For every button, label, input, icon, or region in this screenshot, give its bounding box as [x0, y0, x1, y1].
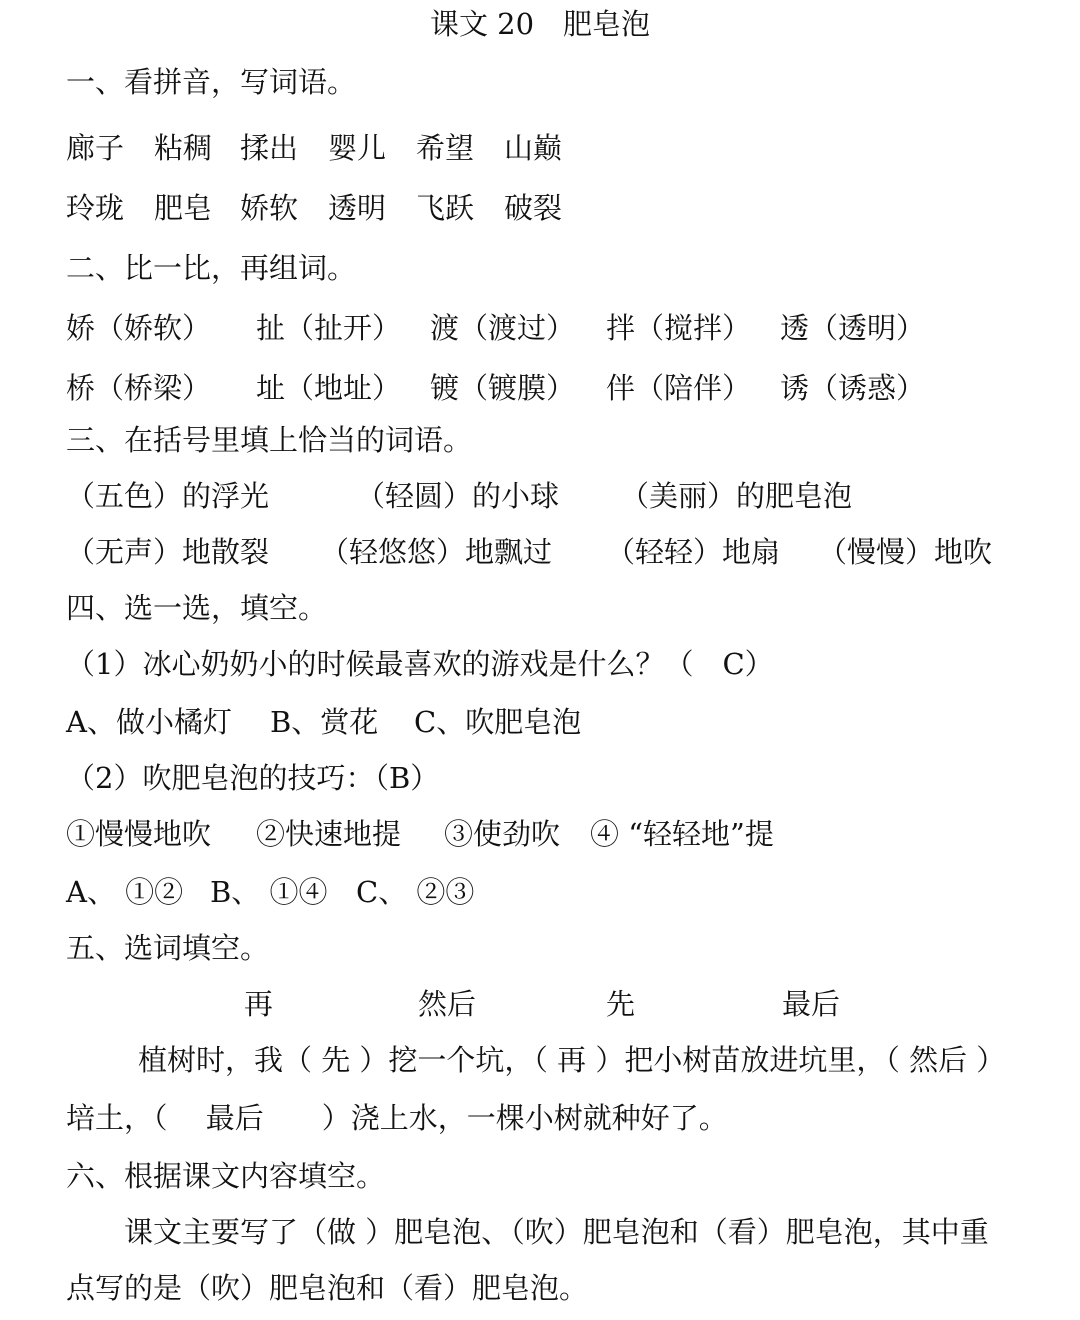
phrase: （轻悠悠）地飘过 [320, 535, 553, 569]
word-pair: 扯（扯开） [256, 311, 402, 345]
fill-sentence-line-2: 培土，（ 最后 ）浇上水，一棵小树就种好了。 [66, 1101, 728, 1135]
word-bank-item: 再 [244, 987, 274, 1021]
word: 揉出 [240, 131, 299, 165]
page-title: 课文 20 肥皂泡 [429, 7, 651, 41]
word: 婴儿 [328, 131, 387, 165]
word-pair: 渡（渡过） [430, 311, 576, 345]
word: 肥皂 [154, 191, 213, 225]
section-2-heading: 二、比一比，再组词。 [66, 251, 357, 285]
phrase: （轻圆）的小球 [356, 479, 560, 513]
section-1-heading: 一、看拼音，写词语。 [66, 65, 357, 99]
word-pair: 娇（娇软） [66, 311, 212, 345]
option: A、做小橘灯 [66, 705, 232, 739]
word: 飞跃 [416, 191, 475, 225]
phrase: （轻轻）地扇 [606, 535, 781, 569]
phrase: （五色）的浮光 [66, 479, 270, 513]
word: 娇软 [240, 191, 299, 225]
summary-line-1: 课文主要写了（做 ）肥皂泡、（吹）肥皂泡和（看）肥皂泡，其中重 [124, 1215, 989, 1249]
word: 山巅 [504, 131, 563, 165]
technique-item: ④ “轻轻地”提 [590, 817, 774, 851]
word: 粘稠 [154, 131, 213, 165]
technique-item: ③使劲吹 [444, 817, 561, 851]
word: 透明 [328, 191, 387, 225]
fill-sentence-line-1: 植树时，我（ 先 ）挖一个坑，（ 再 ）把小树苗放进坑里，（ 然后 ） [138, 1043, 1006, 1077]
technique-item: ②快速地提 [256, 817, 402, 851]
word-bank-item: 最后 [782, 987, 841, 1021]
technique-item: ①慢慢地吹 [66, 817, 212, 851]
word-pair: 桥（桥梁） [66, 371, 212, 405]
word: 玲珑 [66, 191, 125, 225]
phrase: （美丽）的肥皂泡 [620, 479, 853, 513]
section-6-heading: 六、根据课文内容填空。 [66, 1159, 386, 1193]
option: C、吹肥皂泡 [414, 705, 582, 739]
option: B、赏花 [270, 705, 379, 739]
option: C、 ②③ [356, 875, 475, 909]
question-1: （1）冰心奶奶小的时候最喜欢的游戏是什么？（ C） [66, 647, 774, 681]
word-pair: 拌（搅拌） [606, 311, 752, 345]
word-pair: 伴（陪伴） [606, 371, 752, 405]
word: 廊子 [66, 131, 125, 165]
section-4-heading: 四、选一选，填空。 [66, 591, 328, 625]
phrase: （无声）地散裂 [66, 535, 270, 569]
word-pair: 址（地址） [256, 371, 402, 405]
word-pair: 诱（诱惑） [780, 371, 926, 405]
option: B、 ①④ [210, 875, 328, 909]
word: 破裂 [504, 191, 563, 225]
word-pair: 镀（镀膜） [430, 371, 576, 405]
word-pair: 透（透明） [780, 311, 926, 345]
phrase: （慢慢）地吹 [818, 535, 993, 569]
section-3-heading: 三、在括号里填上恰当的词语。 [66, 423, 473, 457]
word-bank-item: 然后 [418, 987, 477, 1021]
word-bank-item: 先 [606, 987, 636, 1021]
word: 希望 [416, 131, 475, 165]
summary-line-2: 点写的是（吹）肥皂泡和（看）肥皂泡。 [66, 1271, 589, 1305]
question-2: （2）吹肥皂泡的技巧：（B） [66, 761, 440, 795]
option: A、 ①② [66, 875, 184, 909]
section-5-heading: 五、选词填空。 [66, 931, 270, 965]
